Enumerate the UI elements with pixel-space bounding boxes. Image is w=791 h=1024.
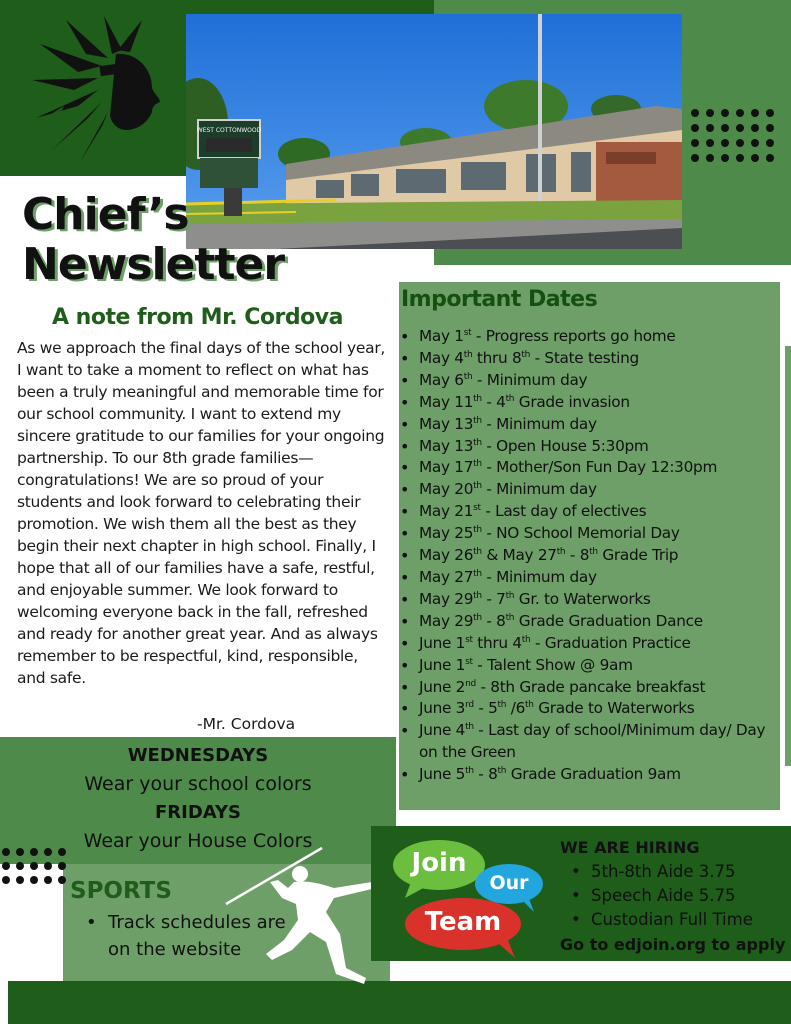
date-superscript: st [465, 634, 473, 645]
date-text: Grade Trip [597, 546, 679, 565]
fridays-text: Wear your House Colors [83, 830, 313, 852]
date-superscript: st [473, 503, 481, 514]
date-text: - 5 [473, 699, 498, 718]
date-item [400, 348, 780, 370]
date-text: May 20 [419, 480, 474, 499]
date-item [400, 370, 780, 392]
date-text: - Minimum day [481, 414, 597, 433]
date-item [400, 326, 780, 348]
javelin-thrower-icon [222, 842, 392, 984]
date-superscript: th [473, 547, 482, 558]
date-superscript: th [473, 393, 482, 404]
date-superscript: th [473, 437, 482, 448]
date-text: - Open House 5:30pm [481, 436, 649, 455]
date-text: June 5 [419, 765, 466, 784]
date-text: June 2 [419, 677, 466, 696]
team-bubble [403, 896, 528, 958]
date-superscript: th [521, 634, 531, 645]
title-line-1: Chief’s [22, 189, 189, 240]
note-signature: -Mr. Cordova [197, 715, 296, 733]
date-item [400, 764, 780, 786]
date-text: - 8th Grade pancake breakfast [475, 677, 706, 696]
sports-heading: SPORTS [70, 878, 172, 904]
date-text: May 4 [419, 348, 464, 367]
date-item [400, 501, 780, 523]
hiring-item: • 5th-8th Aide 3.75 [571, 860, 781, 884]
date-text: May 25 [419, 524, 474, 543]
date-text: - NO School Memorial Day [481, 524, 680, 543]
date-superscript: st [465, 656, 473, 667]
date-superscript: rd [465, 700, 474, 711]
date-item [400, 414, 780, 436]
date-text: May 29 [419, 589, 474, 608]
title-line-2: Newsletter [22, 239, 285, 290]
date-text: thru 4 [472, 633, 522, 652]
date-superscript: th [497, 766, 507, 777]
date-text: May 21 [419, 502, 474, 521]
date-text: - 8 [481, 611, 506, 630]
note-heading: A note from Mr. Cordova [52, 305, 343, 330]
date-superscript: th [473, 590, 482, 601]
date-superscript: th [465, 722, 474, 733]
date-superscript: th [505, 590, 515, 601]
join-text: Join [411, 848, 467, 878]
date-text: - Talent Show @ 9am [472, 655, 633, 674]
date-text: - Last day of electives [480, 502, 647, 521]
date-superscript: th [463, 371, 473, 382]
important-dates-list [400, 326, 780, 786]
date-text: June 1 [419, 655, 466, 674]
date-superscript: th [525, 700, 534, 711]
wednesdays-label: WEDNESDAYS [127, 745, 269, 766]
chief-head-logo [26, 14, 166, 164]
date-text: May 6 [419, 370, 464, 389]
date-text: - Last day of school/Minimum day/ Day on the Green [419, 721, 766, 762]
date-item [400, 611, 780, 633]
date-item [400, 436, 780, 458]
date-text: - 8 [473, 765, 498, 784]
date-superscript: th [465, 766, 474, 777]
date-item [400, 523, 780, 545]
date-text: - Minimum day [472, 370, 588, 389]
our-text: Our [489, 872, 529, 894]
date-text: - Progress reports go home [471, 327, 676, 345]
wednesdays-text: Wear your school colors [84, 773, 312, 795]
date-text: Gr. to Waterworks [514, 589, 651, 608]
note-body: As we approach the final days of the school year, I want to take a moment to reflect on what has been a truly meaningful and memorable time for our school community. I want to extend my sincere gratitude to our families for your ongoing partnership. To our 8th grade families—congratulations! We are so proud of your students and look forward to celebrating their promotion. We wish them all the best as they begin their next chapter in high school. Finally, I hope that all of our families have a safe, restful, and enjoyable summer. We look forward to welcoming everyone back in the fall, refreshed and ready for another great year. And as always remember to be respectful, kind, responsible, and safe. [17, 339, 386, 687]
hiring-apply-text: Go to edjoin.org to apply [560, 935, 786, 954]
hiring-heading: WE ARE HIRING [560, 838, 700, 857]
important-dates-heading: Important Dates [401, 287, 598, 312]
date-superscript: th [505, 393, 515, 404]
date-superscript: th [473, 612, 482, 623]
date-superscript: st [463, 328, 472, 338]
date-item [400, 392, 780, 414]
date-superscript: th [521, 349, 531, 360]
date-text: May 27 [419, 567, 474, 586]
hiring-list [571, 860, 781, 932]
date-text: /6 [506, 699, 526, 718]
date-superscript: th [556, 547, 566, 558]
date-item [400, 589, 780, 611]
date-item [400, 698, 780, 720]
date-item [400, 655, 780, 677]
sports-item: • Track schedules are on the website [86, 909, 286, 963]
date-item [400, 457, 780, 479]
date-superscript: th [473, 568, 482, 579]
date-text: & May 27 [481, 546, 557, 565]
decorative-dots-left [2, 848, 66, 884]
date-item [400, 545, 780, 567]
date-text: - Graduation Practice [530, 633, 691, 652]
date-text: Grade invasion [514, 392, 630, 411]
date-text: Grade Graduation Dance [514, 611, 703, 630]
hiring-item: • Custodian Full Time [571, 908, 781, 932]
date-text: - 4 [481, 392, 506, 411]
date-text: thru 8 [472, 348, 522, 367]
date-superscript: th [505, 612, 515, 623]
team-text: Team [424, 907, 502, 937]
date-superscript: th [473, 481, 482, 492]
newsletter-title [22, 190, 322, 290]
date-text: - 7 [481, 589, 506, 608]
date-item [400, 567, 780, 589]
date-superscript: th [473, 459, 482, 470]
date-text: June 3 [419, 699, 466, 718]
date-text: May 13 [419, 436, 474, 455]
date-text: May 26 [419, 546, 474, 565]
right-edge-bar [785, 346, 791, 766]
date-superscript: th [473, 525, 482, 536]
date-superscript: th [473, 415, 482, 426]
date-text: - 8 [565, 546, 590, 565]
date-text: June 1 [419, 633, 466, 652]
date-text: May 17 [419, 458, 474, 477]
bottom-green-band [8, 981, 791, 1024]
date-text: - Minimum day [481, 480, 597, 499]
date-text: May 11 [419, 392, 474, 411]
fridays-label: FRIDAYS [154, 802, 241, 823]
date-text: May 29 [419, 611, 474, 630]
date-text: Grade to Waterworks [533, 699, 695, 718]
date-text: - State testing [530, 348, 639, 367]
date-text: May 1 [419, 327, 464, 345]
date-text: June 4 [419, 721, 466, 740]
photo-sign-text: WEST COTTONWOOD [196, 127, 262, 134]
date-item [400, 677, 780, 699]
date-item [400, 633, 780, 655]
date-text: Grade Graduation 9am [506, 765, 681, 784]
top-green-strip [186, 0, 436, 14]
date-text: May 13 [419, 414, 474, 433]
date-text: - Mother/Son Fun Day 12:30pm [481, 458, 718, 477]
date-item [400, 479, 780, 501]
decorative-dots-top-right [691, 109, 774, 162]
date-text: - Minimum day [481, 567, 597, 586]
date-item [400, 720, 780, 764]
date-superscript: th [589, 547, 598, 558]
date-superscript: th [463, 349, 473, 360]
hiring-item: • Speech Aide 5.75 [571, 884, 781, 908]
date-superscript: th [497, 700, 507, 711]
date-superscript: nd [465, 678, 476, 689]
